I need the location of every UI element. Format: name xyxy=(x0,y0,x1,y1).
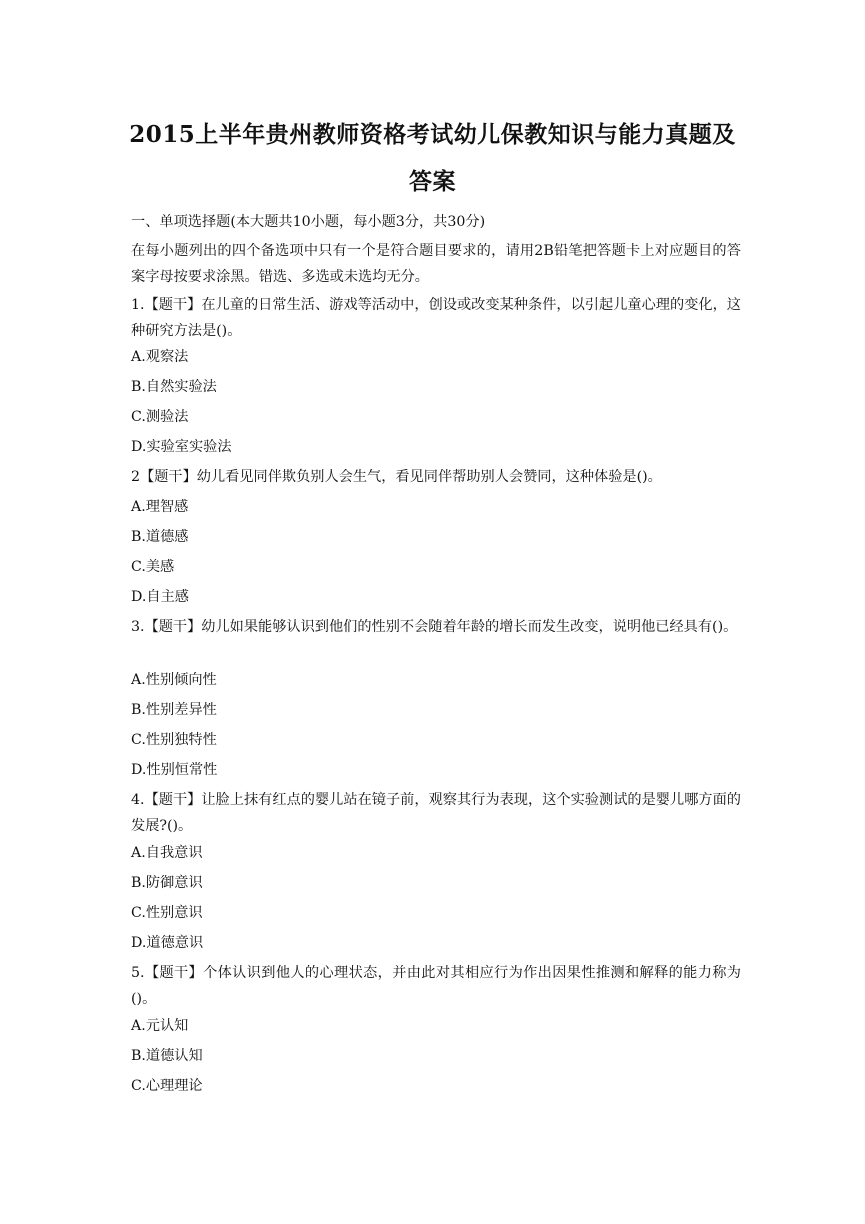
question-1-option-d: D.实验室实验法 xyxy=(131,439,232,455)
question-5-option-b: B.道德认知 xyxy=(131,1048,203,1064)
question-5-option-c: C.心理理论 xyxy=(131,1078,203,1094)
question-4-stem: 4.【题干】让脸上抹有红点的婴儿站在镜子前，观察其行为表现，这个实验测试的是婴儿哪方面的发展?()。 xyxy=(131,792,741,834)
question-4-option-b: B.防御意识 xyxy=(131,875,203,891)
question-1-option-a: A.观察法 xyxy=(131,349,189,365)
question-1-stem: 1.【题干】在儿童的日常生活、游戏等活动中，创设或改变某种条件，以引起儿童心理的变化，这种研究方法是()。 xyxy=(131,297,741,339)
question-3-option-a: A.性别倾向性 xyxy=(131,672,217,688)
document-title-line-1: 2015上半年贵州教师资格考试幼儿保教知识与能力真题及 xyxy=(129,121,736,148)
question-3-option-b: B.性别差异性 xyxy=(131,702,217,718)
question-1-option-b: B.自然实验法 xyxy=(131,379,217,395)
section-heading: 一、单项选择题(本大题共10小题，每小题3分，共30分) xyxy=(131,214,486,230)
question-2-option-a: A.理智感 xyxy=(131,499,189,515)
question-4-option-c: C.性别意识 xyxy=(131,905,203,921)
question-5-stem: 5.【题干】个体认识到他人的心理状态，并由此对其相应行为作出因果性推测和解释的能力称为()。 xyxy=(131,965,741,1007)
question-2-stem: 2【题干】幼儿看见同伴欺负别人会生气，看见同伴帮助别人会赞同，这种体验是()。 xyxy=(131,469,662,485)
question-2-option-c: C.美感 xyxy=(131,559,175,575)
question-1-option-c: C.测验法 xyxy=(131,409,189,425)
question-5-option-a: A.元认知 xyxy=(131,1018,189,1034)
question-3-stem: 3.【题干】幼儿如果能够认识到他们的性别不会随着年龄的增长而发生改变，说明他已经具有()。 xyxy=(131,619,738,635)
question-4-option-d: D.道德意识 xyxy=(131,935,204,951)
question-3-option-d: D.性别恒常性 xyxy=(131,762,218,778)
document-title-line-2: 答案 xyxy=(409,168,456,195)
question-2-option-b: B.道德感 xyxy=(131,529,189,545)
question-4-option-a: A.自我意识 xyxy=(131,845,203,861)
question-2-option-d: D.自主感 xyxy=(131,589,189,605)
question-3-option-c: C.性别独特性 xyxy=(131,732,217,748)
instructions-paragraph: 在每小题列出的四个备选项中只有一个是符合题目要求的，请用2B铅笔把答题卡上对应题目的答案字母按要求涂黑。错选、多选或未选均无分。 xyxy=(131,243,741,285)
